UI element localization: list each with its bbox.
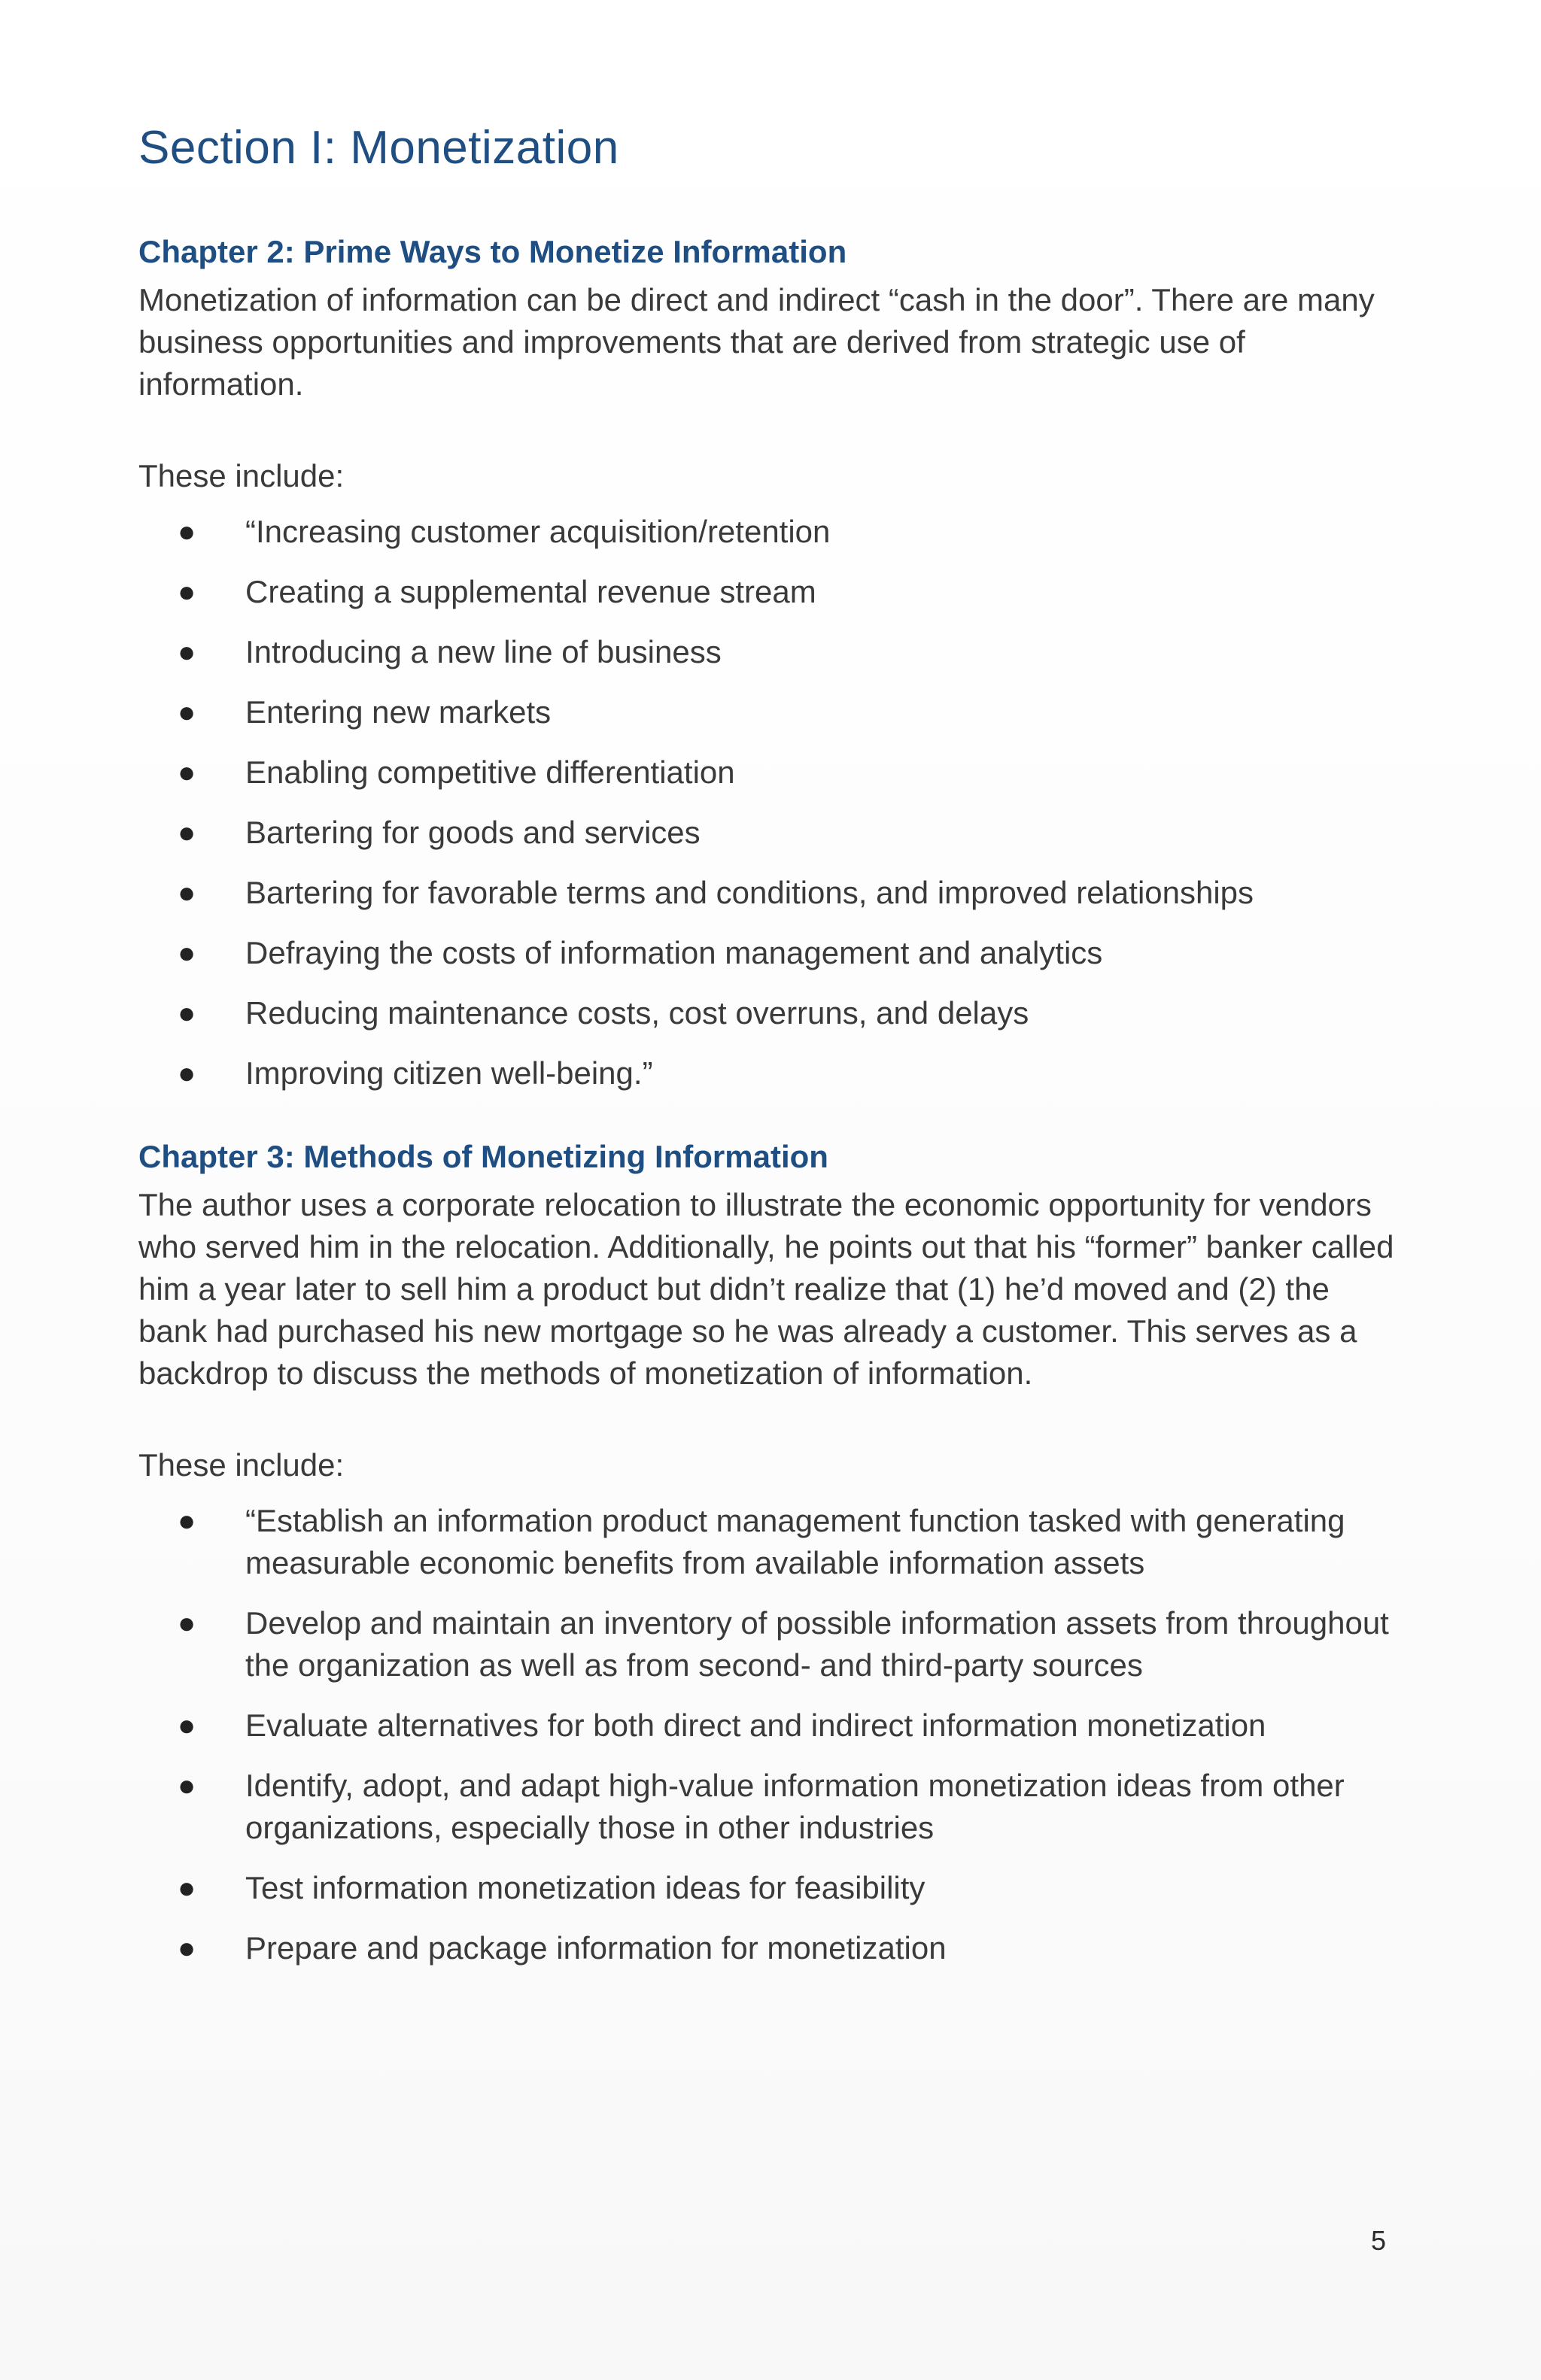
- list-item-text: Prepare and package information for monetization: [245, 1929, 947, 1966]
- list-item-text: Reducing maintenance costs, cost overruns, and delays: [245, 994, 1029, 1031]
- page-number: 5: [1371, 2225, 1387, 2256]
- bullet-icon: ●: [178, 1871, 196, 1905]
- chapter-3-heading: Chapter 3: Methods of Monetizing Information: [138, 1138, 828, 1174]
- bullet-icon: ●: [178, 936, 196, 970]
- chapter-2-intro: These include:: [138, 457, 345, 493]
- bullet-icon: ●: [178, 1606, 196, 1640]
- list-item: [138, 992, 1403, 1034]
- document-page: [138, 120, 1403, 1987]
- list-item: [138, 1765, 1403, 1849]
- list-item-text: Enabling competitive differentiation: [245, 754, 735, 790]
- chapter-3-intro: These include:: [138, 1447, 345, 1483]
- list-item: [138, 751, 1403, 794]
- bullet-icon: ●: [178, 1708, 196, 1742]
- list-item-text: Evaluate alternatives for both direct and indirect information monetization: [245, 1707, 1266, 1743]
- bullet-icon: ●: [178, 1768, 196, 1802]
- chapter-3-list: [138, 1500, 1403, 1969]
- list-item-text: Bartering for favorable terms and conditions, and improved relationships: [245, 874, 1254, 910]
- list-item: [138, 1927, 1403, 1969]
- bullet-icon: ●: [178, 755, 196, 789]
- list-item: [138, 511, 1403, 553]
- list-item: [138, 1602, 1403, 1686]
- list-item-text: Identify, adopt, and adapt high-value information monetization ideas from other organizations, especially those in other industries: [245, 1767, 1345, 1845]
- bullet-icon: ●: [178, 815, 196, 849]
- list-item-text: Test information monetization ideas for feasibility: [245, 1869, 926, 1905]
- list-item: [138, 1705, 1403, 1747]
- list-item: [138, 1867, 1403, 1909]
- list-item: [138, 932, 1403, 974]
- bullet-icon: ●: [178, 635, 196, 669]
- list-item: [138, 1500, 1403, 1584]
- chapter-2-list: [138, 511, 1403, 1094]
- bullet-icon: ●: [178, 876, 196, 909]
- bullet-icon: ●: [178, 515, 196, 548]
- section-title: Section I: Monetization: [138, 122, 619, 174]
- list-item-text: Develop and maintain an inventory of possible information assets from throughout the organization as well as from second- and third-party sources: [245, 1604, 1389, 1683]
- list-item-text: “Establish an information product management function tasked with generating measurable economic benefits from available information assets: [245, 1502, 1345, 1580]
- chapter-2-heading: Chapter 2: Prime Ways to Monetize Information: [138, 234, 847, 270]
- list-item: [138, 691, 1403, 733]
- list-item: [138, 571, 1403, 613]
- chapter-2-paragraph: Monetization of information can be direct and indirect “cash in the door”. There are many business opportunities and improvements that are derived from strategic use of information.: [138, 281, 1375, 402]
- bullet-icon: ●: [178, 996, 196, 1030]
- list-item-text: Defraying the costs of information management and analytics: [245, 934, 1103, 970]
- list-item-text: Creating a supplemental revenue stream: [245, 573, 816, 609]
- list-item: [138, 1052, 1403, 1094]
- chapter-3-paragraph: The author uses a corporate relocation to illustrate the economic opportunity for vendors who served him in the relocation. Additionally, he points out that his “former” banker called him a year later to sell him a product but didn’t realize that (1) he’d moved and (2) the bank had purchased his new mortgage so he was already a customer. This serves as a backdrop to discuss the methods of monetization of information.: [138, 1186, 1394, 1391]
- bullet-icon: ●: [178, 1931, 196, 1965]
- list-item: [138, 812, 1403, 854]
- bullet-icon: ●: [178, 695, 196, 729]
- list-item-text: Improving citizen well-being.”: [245, 1055, 653, 1091]
- list-item-text: Entering new markets: [245, 694, 552, 730]
- bullet-icon: ●: [178, 575, 196, 609]
- bullet-icon: ●: [178, 1056, 196, 1090]
- list-item-text: Introducing a new line of business: [245, 633, 722, 669]
- bullet-icon: ●: [178, 1504, 196, 1538]
- list-item-text: “Increasing customer acquisition/retention: [245, 513, 831, 549]
- list-item-text: Bartering for goods and services: [245, 814, 701, 850]
- list-item: [138, 631, 1403, 673]
- list-item: [138, 872, 1403, 914]
